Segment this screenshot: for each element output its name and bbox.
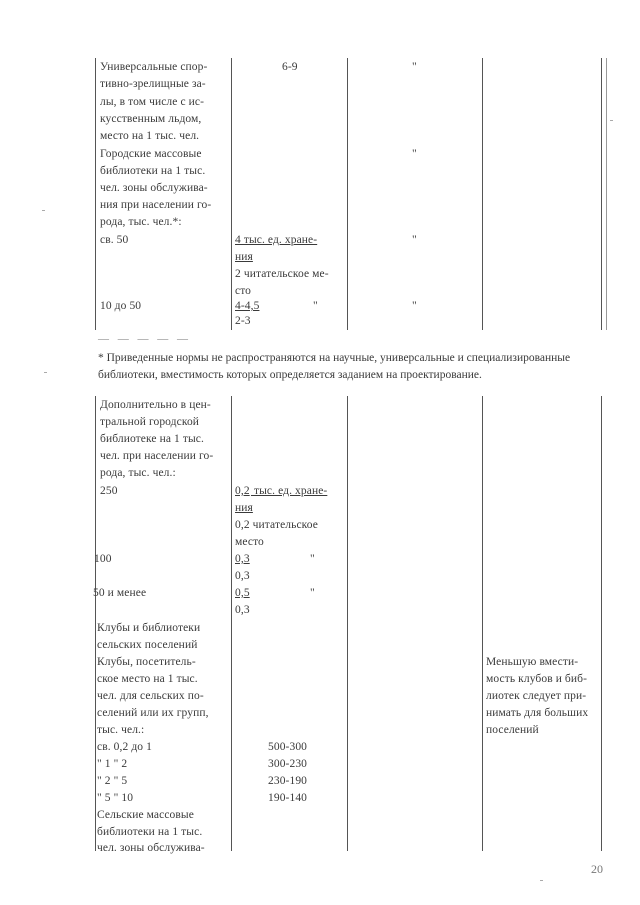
norm-value: ния bbox=[235, 502, 253, 514]
norm-value: 6-9 bbox=[282, 61, 298, 73]
norm-value: ния bbox=[235, 251, 253, 263]
norm-value: 300-230 bbox=[268, 758, 308, 770]
row-name-line: место на 1 тыс. чел. bbox=[100, 130, 200, 142]
ditto-mark: " bbox=[310, 587, 315, 599]
table-border bbox=[606, 58, 607, 330]
norm-value: 230-190 bbox=[268, 775, 308, 787]
row-name-line: лы, в том числе с ис- bbox=[100, 96, 205, 108]
page-number: 20 bbox=[591, 862, 603, 876]
row-name-line: Сельские массовые bbox=[97, 809, 194, 821]
norm-value: 500-300 bbox=[268, 741, 308, 753]
norm-value: 0,2 bbox=[235, 485, 250, 497]
row-name-line: чел. при населении го- bbox=[100, 450, 214, 462]
norm-value: 2 читательское ме- bbox=[235, 268, 329, 280]
row-name-line: Дополнительно в цен- bbox=[100, 399, 211, 411]
norm-value: 0,3 bbox=[235, 570, 250, 582]
row-name-line: Универсальные спор- bbox=[100, 61, 208, 73]
row-name-line: тыс. чел.: bbox=[97, 724, 145, 736]
ditto-mark: " bbox=[313, 300, 318, 312]
scan-speck bbox=[42, 210, 45, 211]
table-border bbox=[231, 58, 232, 330]
row-label: св. 50 bbox=[100, 234, 129, 246]
norm-value: 0,5 bbox=[235, 587, 250, 599]
norm-value: 2-3 bbox=[235, 315, 251, 327]
row-name-line: тивно-зрелищные за- bbox=[100, 78, 206, 90]
row-name-line: кусственным льдом, bbox=[100, 113, 202, 125]
ditto-mark: " bbox=[412, 234, 417, 246]
section-heading: Клубы и библиотеки bbox=[97, 622, 201, 634]
row-name-line: рода, тыс. чел.: bbox=[100, 467, 176, 479]
norm-value: тыс. ед. хране- bbox=[251, 485, 328, 497]
row-name-line: Городские массовые bbox=[100, 148, 202, 160]
norm-value: 4-4,5 bbox=[235, 300, 260, 312]
row-label: " 2 " 5 bbox=[97, 775, 128, 787]
row-label: " 5 " 10 bbox=[97, 792, 134, 804]
row-name-line: библиотеке на 1 тыс. bbox=[100, 433, 204, 445]
row-label: 50 и менее bbox=[93, 587, 147, 599]
footnote: * Приведенные нормы не распространяются на научные, универсальные и специализированные библиотеки, вместимость которых определяется заданием на проектирование. bbox=[98, 352, 571, 381]
row-label: 10 до 50 bbox=[100, 300, 142, 312]
row-name-line: чел. зоны обслужива- bbox=[97, 842, 205, 854]
row-name-line: библиотеки на 1 тыс. bbox=[100, 165, 206, 177]
row-label: 250 bbox=[100, 485, 118, 497]
row-name-line: библиотеки на 1 тыс. bbox=[97, 826, 203, 838]
row-name-line: селений или их групп, bbox=[97, 707, 209, 719]
table-border bbox=[482, 58, 483, 330]
scan-speck bbox=[610, 120, 613, 121]
footnote-separator: — — — — — bbox=[98, 333, 191, 345]
table-border bbox=[482, 396, 483, 851]
norm-value: сто bbox=[235, 285, 252, 297]
remark-line: поселений bbox=[486, 724, 539, 736]
table-border bbox=[347, 396, 348, 851]
section-heading: сельских поселений bbox=[97, 639, 198, 651]
row-name-line: тральной городской bbox=[100, 416, 200, 428]
remark-line: нимать для больших bbox=[486, 707, 589, 719]
row-label: св. 0,2 до 1 bbox=[97, 741, 152, 753]
norm-value: 4 тыс. ед. хране- bbox=[235, 234, 318, 246]
scan-speck bbox=[540, 880, 543, 881]
table-border bbox=[347, 58, 348, 330]
table-border bbox=[95, 396, 96, 851]
row-name-line: ское место на 1 тыс. bbox=[97, 673, 198, 685]
ditto-mark: " bbox=[412, 148, 417, 160]
norm-value: 0,2 читательское bbox=[235, 519, 318, 531]
table-border bbox=[601, 58, 602, 330]
row-label: " 1 " 2 bbox=[97, 758, 128, 770]
table-border bbox=[95, 58, 96, 330]
table-border bbox=[601, 396, 602, 851]
row-name-line: рода, тыс. чел.*: bbox=[100, 216, 182, 228]
row-name-line: ния при населении го- bbox=[100, 199, 212, 211]
ditto-mark: " bbox=[310, 553, 315, 565]
remark-line: лиотек следует при- bbox=[486, 690, 587, 702]
norm-value: место bbox=[235, 536, 264, 548]
norm-value: 0,3 bbox=[235, 604, 250, 616]
scan-speck bbox=[44, 372, 47, 373]
row-name-line: чел. зоны обслужива- bbox=[100, 182, 208, 194]
ditto-mark: " bbox=[412, 61, 417, 73]
table-border bbox=[231, 396, 232, 851]
ditto-mark: " bbox=[412, 300, 417, 312]
remark-line: Меньшую вмести- bbox=[486, 656, 579, 668]
row-name-line: чел. для сельских по- bbox=[97, 690, 204, 702]
norm-value: 190-140 bbox=[268, 792, 308, 804]
row-name-line: Клубы, посетитель- bbox=[97, 656, 196, 668]
norm-value: 0,3 bbox=[235, 553, 250, 565]
remark-line: мость клубов и биб- bbox=[486, 673, 588, 685]
row-label: 100 bbox=[94, 553, 112, 565]
